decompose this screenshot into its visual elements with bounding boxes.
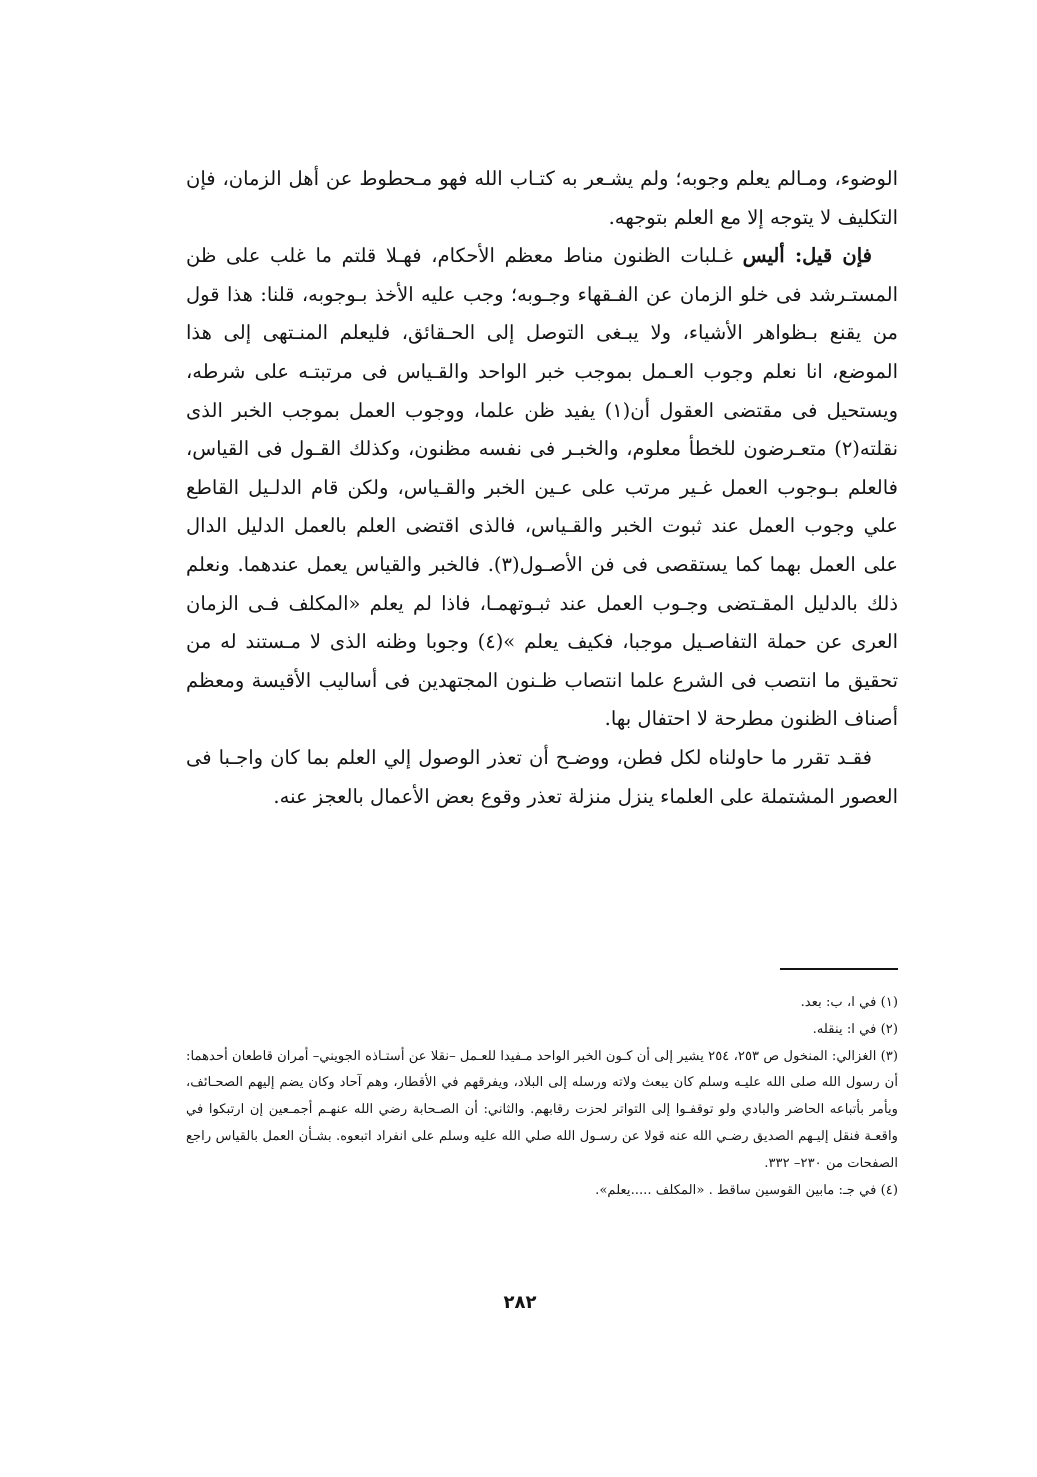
paragraph-1 [186, 160, 898, 237]
page-number: ٢٨٢ [503, 1292, 537, 1313]
paragraph-2-text: غـلبات الظنون مناط معظم الأحكام، فهـلا قلتم ما غلب على ظن المستـرشد فى خلو الزمان عن الفـقهاء وجـوبه؛ وجب عليه الأخذ بـوجوبه، قلنا: هذا قول من يقنع بـظواهر الأشياء، ولا يبـغى التوصل إلى الحـقائق، فليعلم المنـتهى إلى هذا الموضع، انا نعلم وجوب العـمل بموجب خبر الواحد والقـياس فى مرتبتـه على شرطه، ويستحيل فى مقتضى العقول أن(١) يفيد ظن علما، ووجوب العمل بموجب الخبر الذى نقلته(٢) متعـرضون للخطأ معلوم، والخبـر فى نفسه مظنون، وكذلك القـول فى القياس، فالعلم بـوجوب العمل غـير مرتب على عـين الخبر والقـياس، ولكن قام الدلـيل القاطع علي وجوب العمل عند ثبوت الخبر والقـياس، فالذى اقتضى العلم بالعمل الدليل الدال على العمل بهما كما يستقصى فى فن الأصـول(٣). فالخبر والقياس يعمل عندهما. ونعلم ذلك بالدليل المقـتضى وجـوب العمل عند ثبـوتهمـا، فاذا لم يعلم «المكلف فـى الزمان العرى عن حملة التفاصـيل موجبا، فكيف يعلم »(٤) وجوبا وظنه الذى لا مـستند له من تحقيق ما انتصب فى الشرع علما انتصاب ظـنون المجتهدين فى أساليب الأقيسة ومعظم أصناف الظنون مطرحة لا احتفال بها. [186, 244, 899, 731]
paragraph-3 [186, 739, 898, 816]
footnotes [186, 990, 898, 1204]
footnote-divider [780, 968, 898, 970]
footnote-3: (٣) الغزالي: المنخول ص ٢٥٣، ٢٥٤ يشير إلى أن كـون الخبر الواحد مـفيدا للعـمل –نقلا عن أستـاذه الجويني– أمران قاطعان أحدهما: أن رسول الله صلى الله عليـه وسلم كان يبعث ولاته ورسله إلى البلاد، ويفرقهم في الأقطار، وهم آحاد وكان يضم إليهم الصحـائف، ويأمر بأتباعه الحاضر والبادي ولو توقفـوا إلى التواتر لحزت رقابهم. والثاني: أن الصـحابة رضي الله عنهـم أجمـعين إن ارتبكوا في واقعـة فنقل إليـهم الصديق رضـي الله عنه قولا عن رسـول الله صلي الله عليه وسلم على انفراد اتبعوه. بشـأن العمل بالقياس راجع الصفحات من ٢٣٠– ٣٣٢. [186, 1048, 898, 1171]
paragraph-3-text: فقـد تقرر ما حاولناه لكل فطن، ووضـح أن تعذر الوصول إلي العلم بما كان واجـبا فى العصور المشتملة على العلماء ينزل منزلة تعذر وقوع بعض الأعمال بالعجز عنه. [186, 745, 898, 808]
paragraph-1-text: الوضوء، ومـالم يعلم وجوبه؛ ولم يشـعر به كتـاب الله فهو مـحطوط عن أهل الزمان، فإن التكليف لا يتوجه إلا مع العلم بتوجهه. [186, 167, 898, 229]
main-text [186, 160, 898, 816]
paragraph-2 [186, 237, 898, 739]
footnote-2: (٢) في ا: ينقله. [812, 1021, 898, 1037]
footnote-4: (٤) في جـ: مابين القوسين ساقط . «المكلف .....يعلم». [595, 1182, 898, 1198]
footnote-1: (١) في ا، ب: بعد. [800, 995, 898, 1010]
paragraph-2-lead: فإن قيل: أليس [742, 244, 873, 268]
